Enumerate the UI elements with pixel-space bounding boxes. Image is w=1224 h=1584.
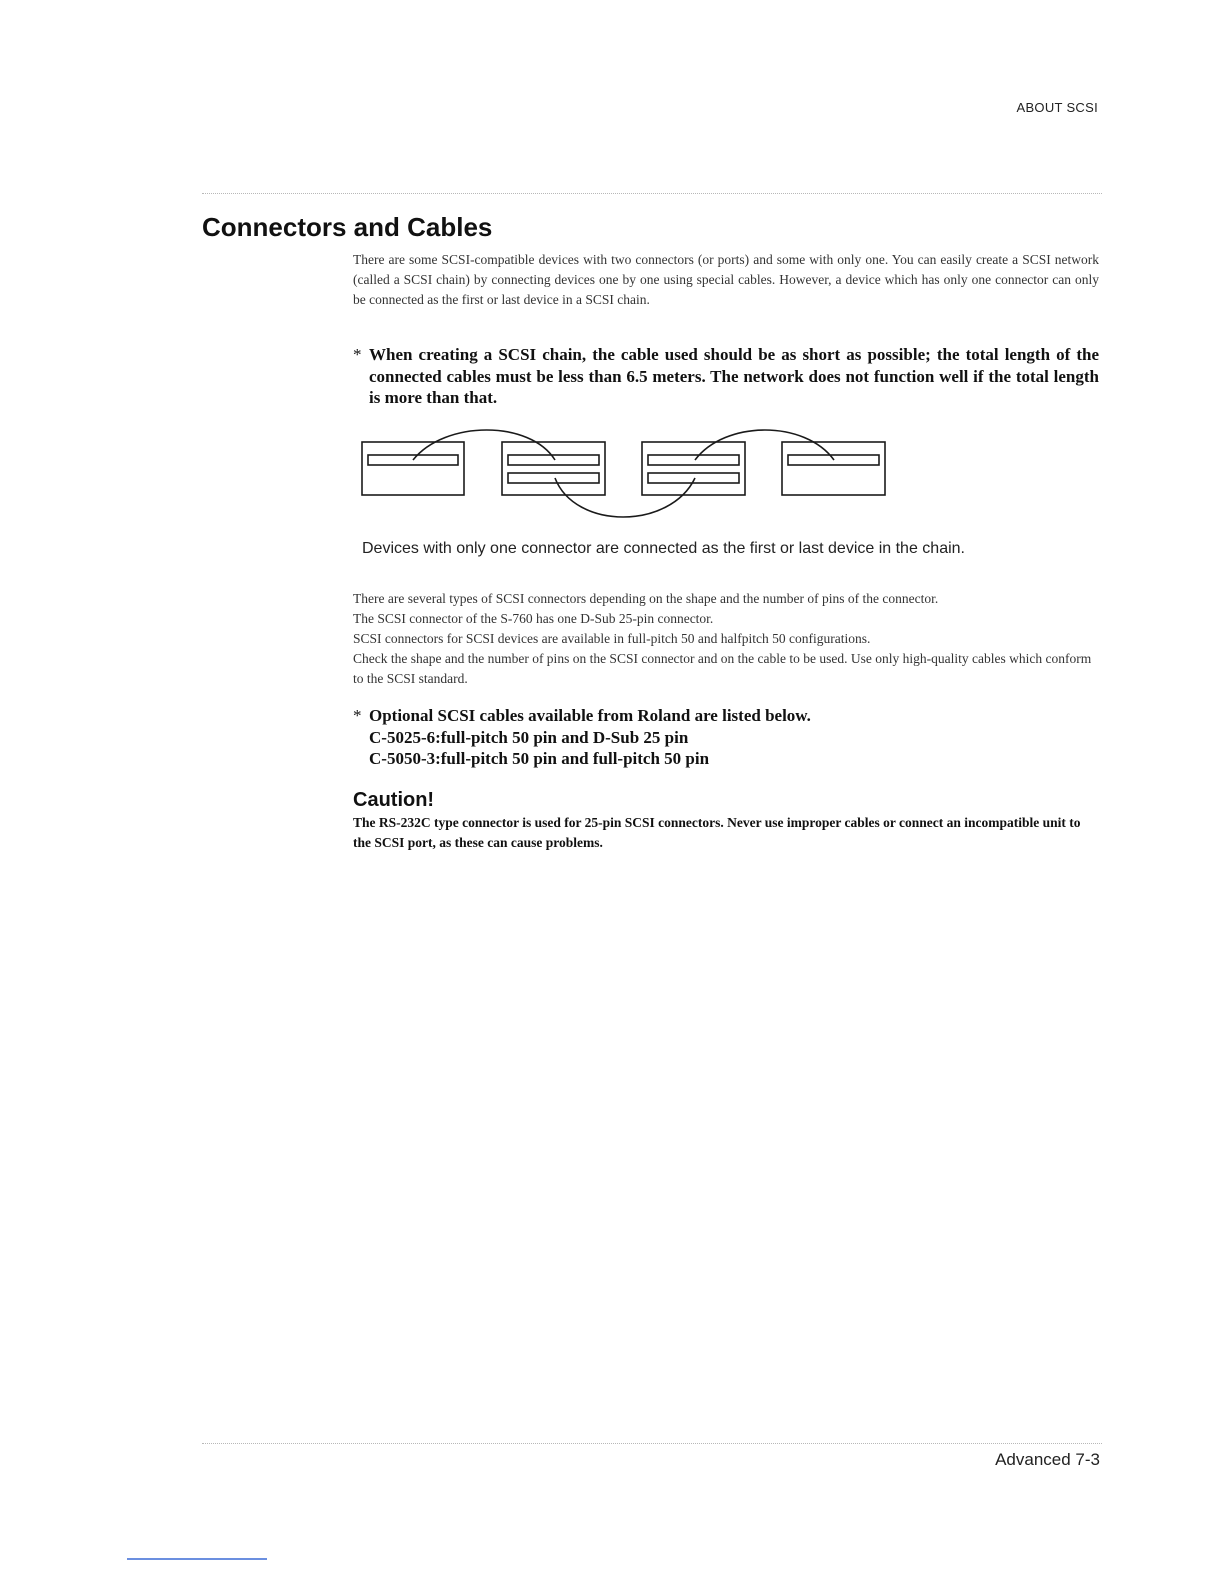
page-number: Advanced 7-3	[995, 1450, 1100, 1469]
optional-cables-note	[353, 705, 1099, 770]
note-bullet: *	[353, 345, 362, 364]
device-4-single-connector	[782, 442, 885, 495]
intro-paragraph: There are some SCSI-compatible devices with two connectors (or ports) and some with only one. You can easily create a SCSI network (called a SCSI chain) by connecting devices one by one using special cables. However, a device which has only one connector can only be connected as the first or last device in a SCSI chain.	[353, 252, 1099, 307]
note-bullet: *	[353, 706, 362, 725]
bottom-edge-mark	[127, 1558, 267, 1560]
bottom-divider	[202, 1443, 1102, 1444]
cable-length-note	[353, 344, 1099, 409]
section-title: Connectors and Cables	[202, 212, 493, 242]
cable-item-c-5025-6: C-5025-6:full-pitch 50 pin and D-Sub 25 pin	[369, 727, 689, 747]
connector-types-line: The SCSI connector of the S-760 has one D-Sub 25-pin connector.	[353, 611, 714, 626]
scsi-chain-diagram	[350, 412, 900, 524]
diagram-caption: Devices with only one connector are connected as the first or last device in the chain.	[362, 540, 965, 557]
running-header: ABOUT SCSI	[1016, 100, 1098, 115]
device-2-two-connectors	[502, 442, 605, 495]
connector-types-line: There are several types of SCSI connectors depending on the shape and the number of pins of the connector.	[353, 591, 939, 606]
connector-types-paragraph	[353, 589, 1099, 689]
caution-text: The RS-232C type connector is used for 25-pin SCSI connectors. Never use improper cables or connect an incompatible unit to the SCSI port, as these can cause problems.	[353, 815, 1081, 850]
caution-heading: Caution!	[353, 789, 435, 811]
cable-2-3	[555, 478, 695, 517]
device-1-single-connector	[362, 442, 464, 495]
connector-types-line: Check the shape and the number of pins on the SCSI connector and on the cable to be used. Use only high-quality cables which conform to the SCSI standard.	[353, 651, 1092, 686]
cable-length-note-text: When creating a SCSI chain, the cable used should be as short as possible; the total length of the connected cables must be less than 6.5 meters. The network does not function well if the total length is more than that.	[369, 345, 1099, 407]
top-divider	[202, 193, 1102, 194]
optional-cables-intro: Optional SCSI cables available from Roland are listed below.	[369, 706, 811, 725]
cable-item-c-5050-3: C-5050-3:full-pitch 50 pin and full-pitch 50 pin	[369, 749, 710, 768]
connector-types-line: SCSI connectors for SCSI devices are available in full-pitch 50 and halfpitch 50 configurations.	[353, 631, 871, 646]
device-3-two-connectors	[642, 442, 745, 495]
